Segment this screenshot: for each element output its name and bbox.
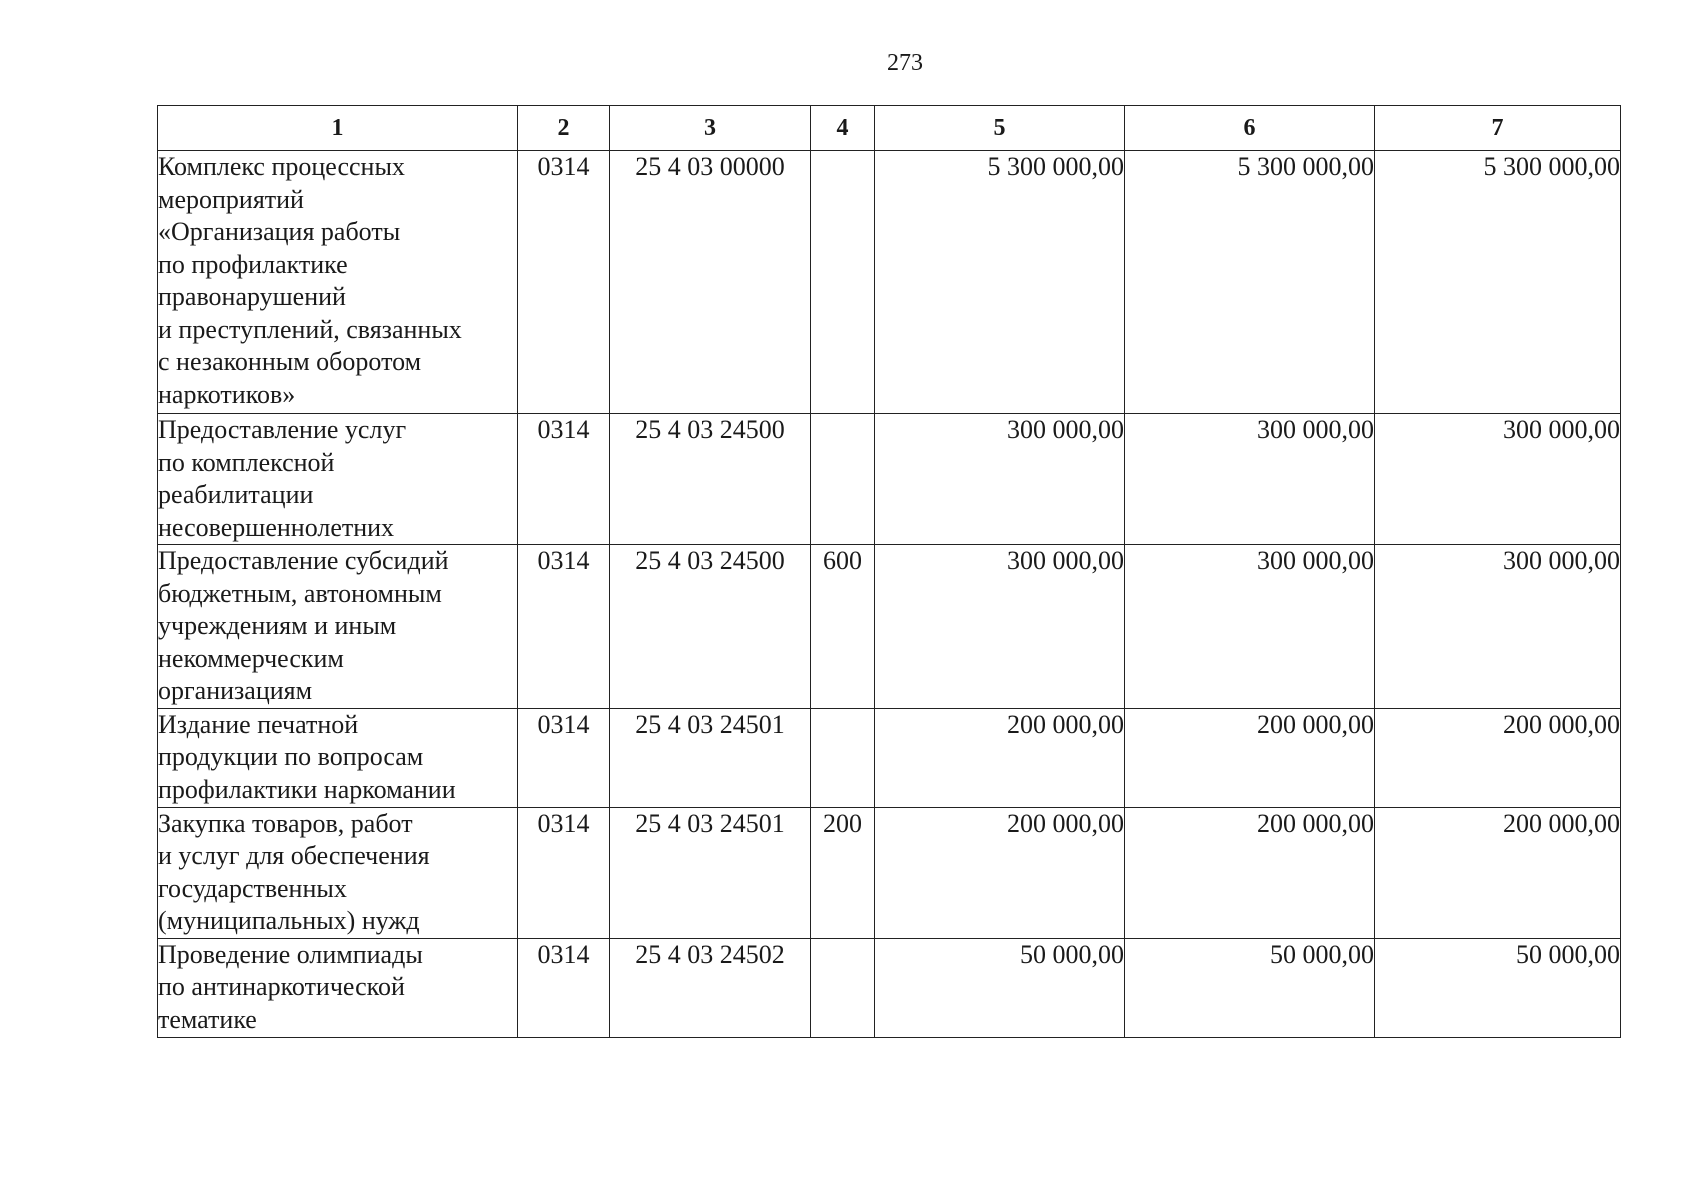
table-row (158, 545, 1621, 709)
row-amount-col6: 300 000,00 (1125, 545, 1375, 709)
header-col-5: 5 (875, 106, 1125, 151)
row-expense-type (811, 708, 875, 807)
row-section-code: 0314 (518, 807, 610, 938)
header-col-7: 7 (1375, 106, 1621, 151)
row-amount-col5: 200 000,00 (875, 807, 1125, 938)
header-col-6: 6 (1125, 106, 1375, 151)
row-amount-col5: 300 000,00 (875, 545, 1125, 709)
header-col-1: 1 (158, 106, 518, 151)
row-name: Комплекс процессных мероприятий «Организация работы по профилактике правонарушений и преступлений, связанных с незаконным оборотом наркотиков» (158, 151, 518, 414)
header-col-3: 3 (610, 106, 811, 151)
row-amount-col5: 300 000,00 (875, 414, 1125, 545)
row-section-code: 0314 (518, 938, 610, 1037)
budget-table (157, 105, 1621, 1038)
row-section-code: 0314 (518, 151, 610, 414)
row-amount-col5: 50 000,00 (875, 938, 1125, 1037)
table-row (158, 938, 1621, 1037)
row-amount-col7: 200 000,00 (1375, 807, 1621, 938)
row-amount-col7: 50 000,00 (1375, 938, 1621, 1037)
page-number: 273 (887, 50, 923, 76)
row-expense-type (811, 938, 875, 1037)
row-target-article: 25 4 03 24501 (610, 708, 811, 807)
row-section-code: 0314 (518, 414, 610, 545)
row-amount-col5: 5 300 000,00 (875, 151, 1125, 414)
table-row (158, 414, 1621, 545)
row-name: Предоставление услуг по комплексной реабилитации несовершеннолетних (158, 414, 518, 545)
row-amount-col6: 5 300 000,00 (1125, 151, 1375, 414)
row-name: Предоставление субсидий бюджетным, автономным учреждениям и иным некоммерческим организациям (158, 545, 518, 709)
row-name: Издание печатной продукции по вопросам профилактики наркомании (158, 708, 518, 807)
table-row (158, 151, 1621, 414)
row-target-article: 25 4 03 24500 (610, 414, 811, 545)
header-row (158, 106, 1621, 151)
row-expense-type (811, 151, 875, 414)
row-name: Проведение олимпиады по антинаркотической тематике (158, 938, 518, 1037)
row-amount-col6: 200 000,00 (1125, 708, 1375, 807)
row-amount-col6: 300 000,00 (1125, 414, 1375, 545)
row-section-code: 0314 (518, 545, 610, 709)
row-amount-col7: 5 300 000,00 (1375, 151, 1621, 414)
table-row (158, 708, 1621, 807)
row-expense-type: 600 (811, 545, 875, 709)
row-expense-type (811, 414, 875, 545)
row-amount-col7: 200 000,00 (1375, 708, 1621, 807)
row-target-article: 25 4 03 24500 (610, 545, 811, 709)
row-target-article: 25 4 03 24501 (610, 807, 811, 938)
row-target-article: 25 4 03 00000 (610, 151, 811, 414)
row-target-article: 25 4 03 24502 (610, 938, 811, 1037)
row-expense-type: 200 (811, 807, 875, 938)
table-row (158, 807, 1621, 938)
row-name: Закупка товаров, работ и услуг для обеспечения государственных (муниципальных) нужд (158, 807, 518, 938)
row-amount-col7: 300 000,00 (1375, 414, 1621, 545)
row-section-code: 0314 (518, 708, 610, 807)
row-amount-col5: 200 000,00 (875, 708, 1125, 807)
row-amount-col7: 300 000,00 (1375, 545, 1621, 709)
header-col-4: 4 (811, 106, 875, 151)
row-amount-col6: 50 000,00 (1125, 938, 1375, 1037)
row-amount-col6: 200 000,00 (1125, 807, 1375, 938)
header-col-2: 2 (518, 106, 610, 151)
